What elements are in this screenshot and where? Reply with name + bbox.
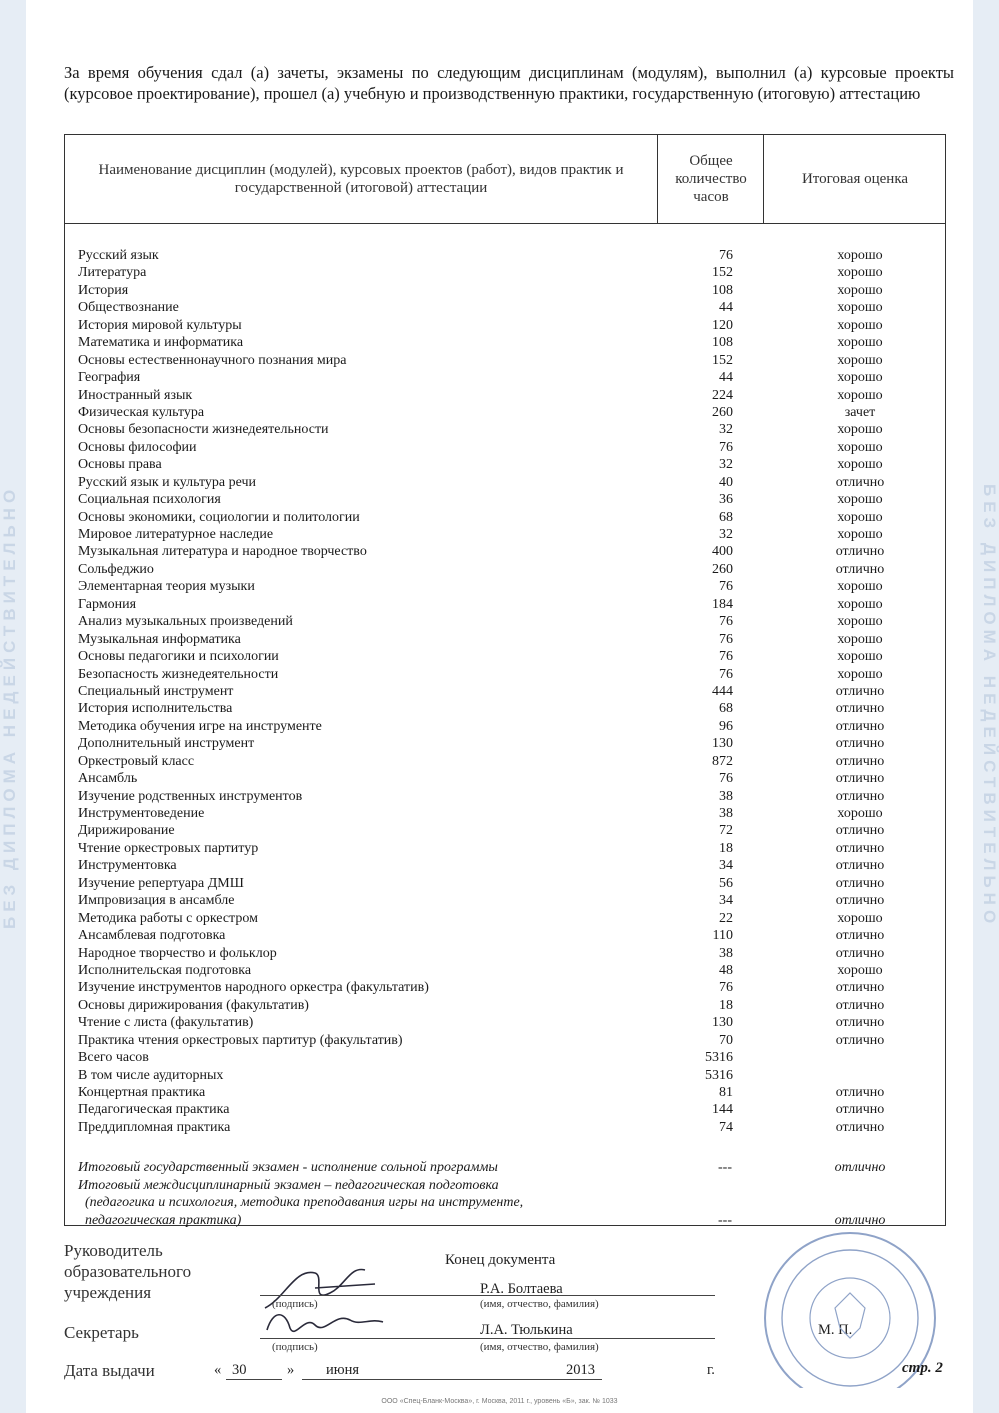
table-row [65,1014,945,1031]
table-row [65,491,945,508]
exam-name-line: (педагогика и психология, методика преподавания игры на инструменте, [85,1195,524,1210]
table-row [65,317,945,334]
discipline-name: Основы педагогики и психологии [78,649,279,665]
discipline-grade: хорошо [837,527,883,542]
discipline-grade: отлично [835,718,885,734]
discipline-name: География [78,370,141,386]
discipline-name: История мировой культуры [78,317,242,333]
table-row [65,805,945,822]
discipline-hours: 400 [712,544,733,560]
discipline-grade: отлично [835,875,885,891]
table-row [65,282,945,299]
discipline-grade: отлично [835,561,885,577]
discipline-name: Методика обучения игре на инструменте [78,718,322,734]
watermark-left: БЕЗ ДИПЛОМА НЕДЕЙСТВИТЕЛЬНО [0,484,19,929]
table-row [65,753,945,770]
discipline-hours: 76 [719,631,733,647]
discipline-grade: хорошо [837,300,883,316]
discipline-grade: хорошо [837,492,883,508]
discipline-name: Народное творчество и фольклор [78,945,277,961]
discipline-name: История исполнительства [78,701,233,717]
discipline-grade: отлично [835,928,885,944]
discipline-hours: 36 [719,492,733,508]
discipline-hours: 72 [719,823,733,839]
discipline-grade: отлично [835,544,885,560]
discipline-hours: 260 [712,404,733,420]
discipline-hours: 184 [712,596,733,612]
discipline-hours: 76 [719,614,733,630]
table-row [65,735,945,752]
discipline-name: Музыкальная информатика [78,631,241,647]
table-row [65,596,945,613]
table-row [65,718,945,735]
table-row [65,421,945,438]
discipline-name: Изучение родственных инструментов [78,788,303,804]
discipline-grade: хорошо [837,248,883,263]
discipline-hours: 96 [719,718,733,734]
discipline-name: Гармония [78,596,137,612]
head-signature-caption: (подпись) [272,1298,318,1310]
discipline-grade: хорошо [837,666,883,682]
discipline-name: Преддипломная практика [78,1119,231,1135]
discipline-hours: 44 [719,300,733,316]
discipline-grade: хорошо [837,910,883,926]
discipline-name: Практика чтения оркестровых партитур (факультатив) [78,1032,403,1048]
header-hours: Общее количество часов [657,135,764,223]
page-number: стр. 2 [902,1360,943,1376]
discipline-name: Физическая культура [78,404,205,420]
table-row [65,247,945,264]
discipline-hours: 108 [712,282,733,298]
discipline-name: Изучение репертуара ДМШ [78,875,244,891]
discipline-hours: 18 [719,840,733,856]
quote-close: » [287,1362,295,1378]
exam-row [65,1159,945,1177]
discipline-hours: 130 [712,1015,733,1031]
discipline-name: Дополнительный инструмент [78,736,255,752]
discipline-name: Исполнительская подготовка [78,962,252,978]
table-row [65,892,945,909]
discipline-name: Основы естественнонаучного познания мира [78,352,347,368]
end-of-document: Конец документа [445,1252,556,1268]
day-line [226,1379,282,1380]
table-row [65,700,945,717]
table-row [65,788,945,805]
discipline-grade: отлично [835,945,885,961]
discipline-hours: 76 [719,649,733,665]
exam-name-line: Итоговый государственный экзамен - исполнение сольной программы [78,1160,498,1175]
table-row [65,666,945,683]
header-discipline: Наименование дисциплин (модулей), курсовых проектов (работ), видов практик и государственной (итоговой) аттестации [98,162,624,196]
discipline-grade: хорошо [837,387,883,403]
discipline-grade: хорошо [837,352,883,368]
discipline-hours: 120 [712,317,733,333]
table-row [65,1032,945,1049]
discipline-grade: отлично [835,893,885,909]
table-header [65,135,945,224]
table-row [65,875,945,892]
issue-year: 2013 [566,1362,595,1378]
discipline-grade: хорошо [837,614,883,630]
table-row [65,997,945,1014]
table-row [65,1101,945,1118]
discipline-grade: хорошо [837,509,883,525]
discipline-hours: 18 [719,997,733,1013]
discipline-hours: 38 [719,945,733,961]
discipline-grade: отлично [835,701,885,717]
exam-hours: --- [718,1160,732,1175]
discipline-name: Чтение оркестровых партитур [78,840,259,856]
table-row [65,526,945,543]
discipline-grade: отлично [835,1015,885,1031]
month-year-line [302,1379,602,1380]
exam-name-line: педагогическая практика) [85,1212,242,1228]
discipline-grade: хорошо [837,962,883,978]
discipline-grade: хорошо [837,631,883,647]
discipline-name: Мировое литературное наследие [78,527,274,542]
discipline-hours: 260 [712,561,733,577]
discipline-hours: 68 [719,701,733,717]
discipline-name: Элементарная теория музыки [78,579,255,595]
discipline-hours: 152 [712,265,733,281]
table-row [65,474,945,491]
discipline-grade: отлично [835,771,885,787]
discipline-name: Безопасность жизнедеятельности [78,666,279,682]
printer-imprint: ООО «Спец-Бланк-Москва», г. Москва, 2011 г., уровень «Б», зак. № 1033 [381,1398,618,1405]
discipline-grade: отлично [835,858,885,874]
discipline-hours: 32 [719,457,733,473]
discipline-name: Чтение с листа (факультатив) [78,1015,254,1031]
discipline-hours: 34 [719,893,733,909]
discipline-grade: хорошо [837,439,883,455]
discipline-name: Иностранный язык [78,387,193,403]
discipline-hours: 144 [712,1102,733,1118]
discipline-name: Инструментовка [78,858,177,874]
discipline-grade: хорошо [837,282,883,298]
discipline-name: Основы экономики, социологии и политологии [78,509,360,525]
table-row [65,404,945,421]
table-row [65,543,945,560]
discipline-hours: 5316 [705,1050,733,1066]
discipline-hours: 68 [719,509,733,525]
discipline-hours: 76 [719,666,733,682]
discipline-grade: отлично [835,1085,885,1100]
header-grade: Итоговая оценка [763,135,946,223]
discipline-hours: 444 [712,683,733,699]
discipline-grade: хорошо [837,649,883,665]
table-row [65,840,945,857]
table-row [65,683,945,700]
discipline-name: Инструментоведение [78,806,205,821]
discipline-name: Социальная психология [78,492,221,508]
discipline-name: Методика работы с оркестром [78,910,258,926]
table-row [65,979,945,996]
secretary-signature-caption: (подпись) [272,1341,318,1353]
discipline-hours: 76 [719,771,733,787]
discipline-name: Оркестровый класс [78,753,195,769]
table-row [65,945,945,962]
discipline-name: Специальный инструмент [78,683,234,699]
discipline-hours: 76 [719,980,733,996]
discipline-hours: 48 [719,962,733,978]
discipline-name: Литература [78,265,147,281]
discipline-grade: хорошо [837,370,883,386]
issue-day: 30 [232,1362,247,1378]
secretary-label: Секретарь [64,1323,139,1342]
discipline-name: Изучение инструментов народного оркестра (факультатив) [78,980,429,996]
discipline-grade: отлично [835,1102,885,1118]
table-row [65,910,945,927]
discipline-grade: отлично [835,683,885,699]
table-row [65,1119,945,1136]
discipline-hours: 152 [712,352,733,368]
discipline-hours: 34 [719,858,733,874]
discipline-grade: отлично [835,840,885,856]
discipline-name: История [78,282,129,298]
discipline-name: Ансамблевая подготовка [78,928,226,944]
secretary-name: Л.А. Тюлькина [480,1322,573,1338]
discipline-hours: 40 [719,474,733,490]
secretary-name-caption: (имя, отчество, фамилия) [480,1341,599,1353]
discipline-name: Основы права [78,457,162,473]
discipline-name: Ансамбль [78,771,138,787]
discipline-hours: 5316 [705,1067,733,1083]
discipline-grade: отлично [835,753,885,769]
discipline-hours: 108 [712,335,733,351]
table-row [65,857,945,874]
discipline-name: Импровизация в ансамбле [78,893,235,909]
discipline-hours: 38 [719,806,733,821]
discipline-name: Русский язык [78,248,159,263]
discipline-grade: отлично [835,736,885,752]
discipline-hours: 44 [719,370,733,386]
discipline-grade: отлично [835,823,885,839]
grades-table [64,134,946,1226]
discipline-name: Математика и информатика [78,335,244,351]
discipline-grade: хорошо [837,422,883,438]
table-row [65,439,945,456]
table-row [65,822,945,839]
discipline-hours: 32 [719,527,733,542]
intro-paragraph: За время обучения сдал (а) зачеты, экзамены по следующим дисциплинам (модулям), выполнил (а) курсовые проекты (курсовое проектирование), прошел (а) учебную и производственную практики, государственную (итоговую) аттестацию [64,63,954,103]
discipline-hours: 76 [719,248,733,263]
table-row [65,1049,945,1066]
discipline-grade: отлично [835,1119,885,1135]
table-row [65,352,945,369]
exam-grade: отлично [834,1212,886,1228]
discipline-name: Всего часов [78,1050,149,1066]
discipline-name: Основы философии [78,439,197,455]
table-row [65,387,945,404]
discipline-name: Русский язык и культура речи [78,474,257,490]
table-row [65,770,945,787]
discipline-hours: 74 [719,1119,733,1135]
exam-name-line: Итоговый междисциплинарный экзамен – педагогическая подготовка [78,1177,499,1193]
table-row [65,456,945,473]
discipline-hours: 70 [719,1032,733,1048]
exam-hours: --- [718,1212,732,1228]
mp-label: М. П. [818,1322,853,1338]
discipline-grade: хорошо [837,317,883,333]
discipline-name: Сольфеджио [78,561,154,577]
table-row [65,561,945,578]
discipline-grade: хорошо [837,457,883,473]
quote-open: « [214,1362,222,1378]
table-row [65,299,945,316]
discipline-hours: 76 [719,579,733,595]
discipline-grade: хорошо [837,265,883,281]
table-row [65,927,945,944]
discipline-hours: 22 [719,910,733,926]
table-row [65,264,945,281]
table-row [65,648,945,665]
discipline-hours: 110 [712,928,733,944]
discipline-name: Анализ музыкальных произведений [78,614,293,630]
head-name-caption: (имя, отчество, фамилия) [480,1298,599,1310]
table-body [65,247,945,1136]
table-row [65,631,945,648]
exam-grade: отлично [834,1160,886,1175]
table-row [65,334,945,351]
table-row [65,613,945,630]
final-exams [65,1159,945,1229]
discipline-grade: отлично [835,474,885,490]
discipline-grade: хорошо [837,335,883,351]
discipline-grade: отлично [835,997,885,1013]
watermark-right: БЕЗ ДИПЛОМА НЕДЕЙСТВИТЕЛЬНО [980,484,999,929]
table-row [65,962,945,979]
discipline-grade: отлично [835,788,885,804]
discipline-name: Концертная практика [78,1085,206,1100]
head-label: Руководитель образовательного учреждения [64,1241,192,1302]
discipline-name: Дирижирование [78,823,175,839]
discipline-hours: 76 [719,439,733,455]
year-suffix: г. [707,1362,715,1378]
discipline-grade: отлично [835,1032,885,1048]
discipline-hours: 56 [719,875,733,891]
discipline-name: Обществознание [78,300,179,316]
exam-row [65,1177,945,1230]
table-row [65,1084,945,1101]
discipline-grade: хорошо [837,806,883,821]
discipline-hours: 224 [712,387,733,403]
discipline-name: В том числе аудиторных [78,1067,224,1083]
issue-date-label: Дата выдачи [64,1361,155,1380]
discipline-grade: зачет [844,404,876,420]
discipline-name: Музыкальная литература и народное творчество [78,544,367,560]
table-row [65,1067,945,1084]
table-row [65,578,945,595]
issue-month: июня [326,1362,360,1378]
discipline-name: Основы безопасности жизнедеятельности [78,422,329,438]
table-row [65,509,945,526]
discipline-hours: 81 [719,1085,733,1100]
discipline-grade: хорошо [837,579,883,595]
discipline-hours: 872 [712,753,733,769]
head-name: Р.А. Болтаева [480,1281,563,1297]
discipline-name: Педагогическая практика [78,1102,230,1118]
discipline-grade: хорошо [837,596,883,612]
discipline-grade: отлично [835,980,885,996]
discipline-hours: 38 [719,788,733,804]
discipline-hours: 130 [712,736,733,752]
discipline-name: Основы дирижирования (факультатив) [78,997,309,1013]
table-row [65,369,945,386]
discipline-hours: 32 [719,422,733,438]
